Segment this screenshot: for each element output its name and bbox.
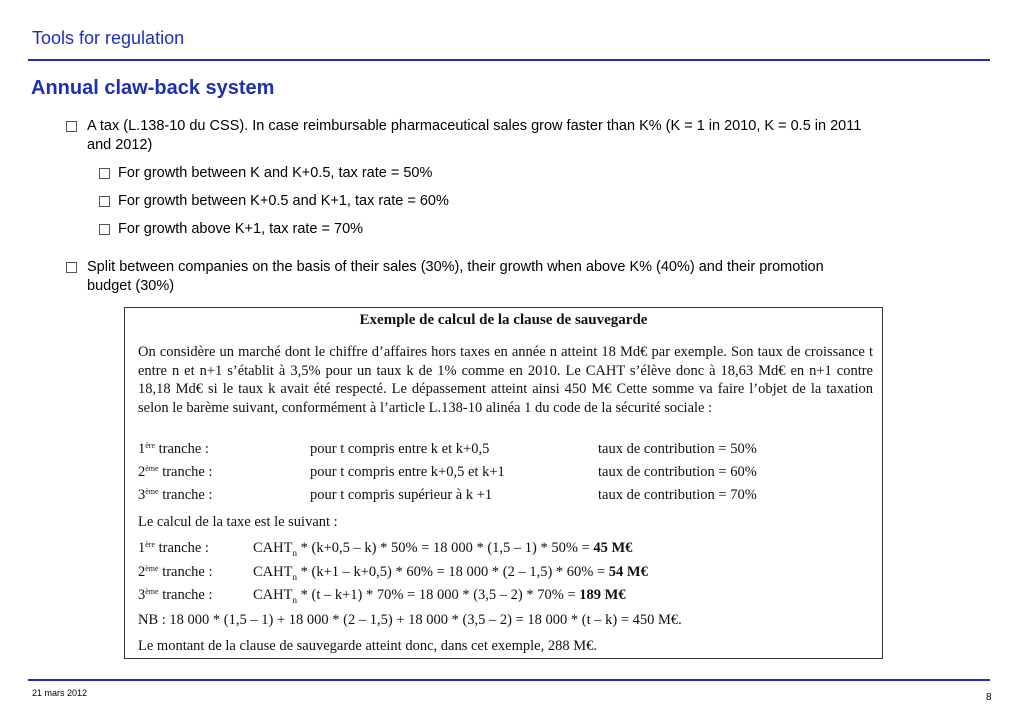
calc-num: 1 (138, 540, 146, 556)
calc-caht: CAHT (253, 564, 293, 580)
square-bullet-icon (66, 262, 77, 273)
page-header-title: Tools for regulation (32, 28, 185, 48)
calc-label: tranche : (155, 540, 209, 556)
tranche-label: tranche : (155, 441, 209, 457)
tranche-condition: pour t compris entre k et k+0,5 (310, 441, 490, 457)
bullet-split (66, 258, 824, 296)
tranche-rate: taux de contribution = 70% (598, 487, 757, 503)
sub-bullet-2 (99, 192, 449, 211)
bullet-split-line2: budget (30%) (87, 278, 175, 294)
section-title: Annual claw-back system (31, 77, 275, 99)
header-divider (28, 59, 990, 61)
calc-sup: ère (145, 540, 156, 549)
sub-bullet-text: For growth between K and K+0.5, tax rate = 50% (118, 165, 433, 181)
sub-bullet-3 (99, 220, 363, 239)
square-bullet-icon (99, 224, 110, 235)
tranche-rate: taux de contribution = 50% (598, 441, 757, 457)
bullet-split-line1: Split between companies on the basis of their sales (30%), their growth when above K% (40%) and their promotion (87, 259, 824, 275)
square-bullet-icon (99, 196, 110, 207)
calc-sup: ème (145, 564, 159, 573)
nb-line: NB : 18 000 * (1,5 – 1) + 18 000 * (2 – 1,5) + 18 000 * (3,5 – 2) = 18 000 * (t – k) = 450 M€. (138, 612, 682, 628)
example-box (124, 307, 883, 659)
tranche-row (138, 441, 209, 458)
tranche-condition: pour t compris entre k+0,5 et k+1 (310, 464, 505, 480)
tranche-condition: pour t compris supérieur à k +1 (310, 487, 493, 503)
tranche-num: 3 (138, 487, 146, 503)
sub-bullet-text: For growth above K+1, tax rate = 70% (118, 221, 364, 237)
square-bullet-icon (66, 121, 77, 132)
tranche-sup: ère (145, 441, 156, 450)
calc-result: 189 M€ (579, 587, 626, 603)
tranche-sup: ème (145, 487, 159, 496)
example-paragraph: On considère un marché dont le chiffre d’affaires hors taxes en année n atteint 18 Md€ par exemple. Son taux de croissance t entre n et n+1 s’établit à 3,5% pour un taux k de 1% comme en 2010. Le CAHT s’élève donc à 18,63 Md€ en n+1 contre 18,18 Md€ si le taux k avait été respecté. Le dépassement atteint ainsi 450 M€ Cette somme va faire l’objet de la taxation selon le barème suivant, conformément à l’article L.138-10 alinéa 1 du code de la sécurité sociale : (138, 344, 873, 417)
footer-divider (28, 679, 990, 681)
sub-bullet-1 (99, 164, 432, 183)
calc-sup: ème (145, 587, 159, 596)
calc-row (138, 564, 213, 581)
calc-sub: n (292, 547, 297, 558)
calc-expr: * (t – k+1) * 70% = 18 000 * (3,5 – 2) * 70% = (296, 587, 580, 603)
page-number: 8 (986, 692, 992, 703)
square-bullet-icon (99, 168, 110, 179)
tranche-num: 1 (138, 441, 146, 457)
calc-sub: n (292, 594, 297, 605)
bullet-tax-line1: A tax (L.138-10 du CSS). In case reimbursable pharmaceutical sales grow faster than K% (K = 1 in 2010, K = 0.5 in 2011 (87, 118, 862, 134)
tranche-rate: taux de contribution = 60% (598, 464, 757, 480)
sub-bullet-text: For growth between K+0.5 and K+1, tax rate = 60% (118, 193, 449, 209)
footer-date: 21 mars 2012 (32, 688, 88, 698)
calc-result: 54 M€ (608, 564, 648, 580)
tranche-label: tranche : (158, 487, 213, 503)
calc-formula (253, 540, 632, 558)
example-title: Exemple de calcul de la clause de sauvegarde (359, 312, 648, 328)
tranche-num: 2 (138, 464, 146, 480)
tranche-row (138, 464, 213, 481)
tranche-label: tranche : (158, 464, 213, 480)
calc-label: tranche : (158, 587, 213, 603)
calc-intro: Le calcul de la taxe est le suivant : (138, 514, 338, 530)
calc-sub: n (292, 571, 297, 582)
calc-expr: * (k+1 – k+0,5) * 60% = 18 000 * (2 – 1,5) * 60% = (296, 564, 609, 580)
calc-result: 45 M€ (593, 540, 633, 556)
calc-formula (253, 564, 648, 582)
calc-label: tranche : (158, 564, 213, 580)
conclusion-line: Le montant de la clause de sauvegarde atteint donc, dans cet exemple, 288 M€. (138, 638, 598, 654)
calc-num: 3 (138, 587, 146, 603)
calc-formula (253, 587, 626, 605)
calc-expr: * (k+0,5 – k) * 50% = 18 000 * (1,5 – 1) * 50% = (296, 540, 594, 556)
calc-caht: CAHT (253, 587, 293, 603)
calc-num: 2 (138, 564, 146, 580)
bullet-tax-line2: and 2012) (87, 137, 153, 153)
calc-caht: CAHT (253, 540, 293, 556)
tranche-row (138, 487, 213, 504)
bullet-tax (66, 117, 861, 155)
calc-row (138, 587, 213, 604)
calc-row (138, 540, 209, 557)
tranche-sup: ème (145, 464, 159, 473)
